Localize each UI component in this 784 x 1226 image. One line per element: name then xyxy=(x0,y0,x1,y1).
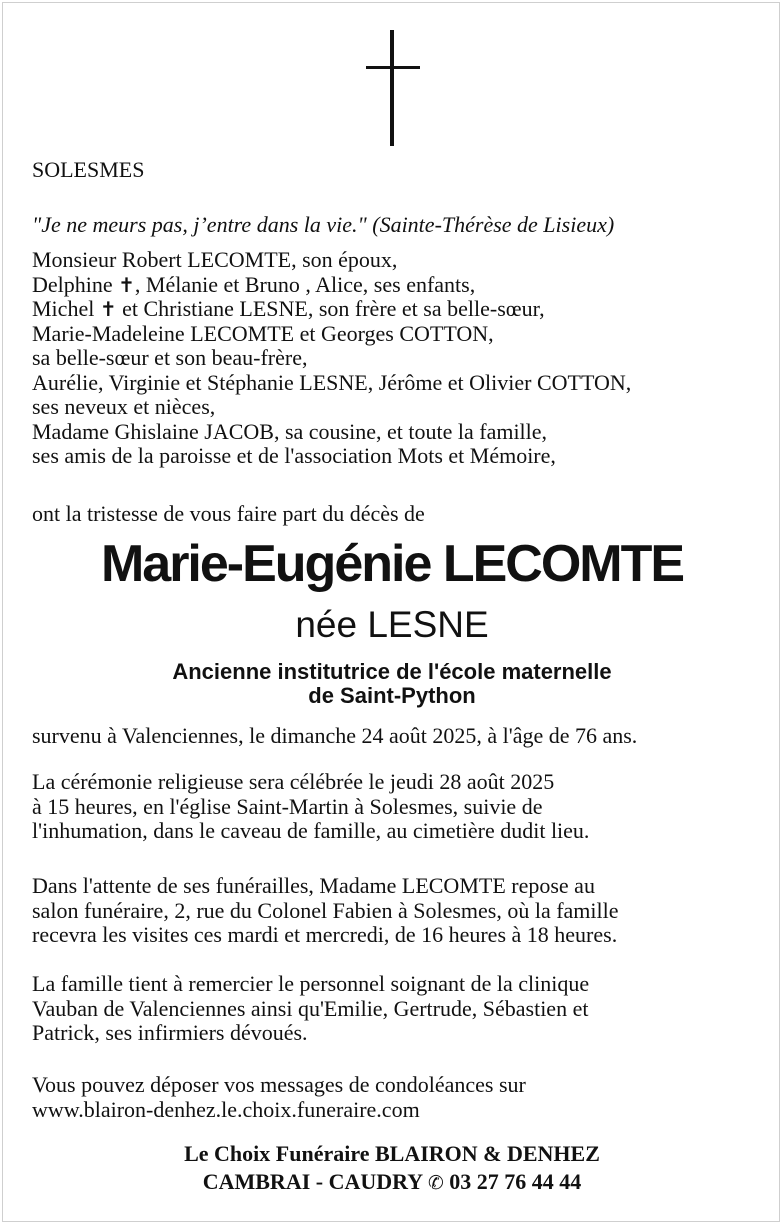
profession: Ancienne institutrice de l'école maternelle de Saint-Python xyxy=(172,659,612,708)
condolences-paragraph: Vous pouvez déposer vos messages de condoléances sur www.blairon-denhez.le.choix.funeraire.com xyxy=(32,1073,752,1122)
family-line: Monsieur Robert LECOMTE, son époux, xyxy=(32,247,398,272)
phone-number[interactable]: 03 27 76 44 44 xyxy=(443,1169,582,1194)
family-line: Madame Ghislaine JACOB, sa cousine, et toute la famille, xyxy=(32,418,548,444)
family-line: ses neveux et nièces, xyxy=(32,394,216,419)
funeral-home-paragraph: Dans l'attente de ses funérailles, Madame LECOMTE repose au salon funéraire, 2, rue du Colonel Fabien à Solesmes, où la famille recevra les visites ces mardi et mercredi, de 16 heures à 18 heures. xyxy=(32,873,619,947)
epigraph-quote: "Je ne meurs pas, j’entre dans la vie." (Sainte-Thérèse de Lisieux) xyxy=(32,212,615,237)
family-line: Aurélie, Virginie et Stéphanie LESNE, Jérôme et Olivier COTTON, xyxy=(32,369,632,395)
family-line: sa belle-sœur et son beau-frère, xyxy=(32,345,308,370)
maiden-name: née LESNE xyxy=(295,604,489,645)
family-line: Delphine ✝, Mélanie et Bruno , Alice, ses enfants, xyxy=(32,271,476,297)
family-line: ses amis de la paroisse et de l'association Mots et Mémoire, xyxy=(32,443,556,468)
family-list xyxy=(32,248,752,469)
funeral-director-name: Le Choix Funéraire BLAIRON & DENHEZ xyxy=(184,1141,600,1166)
ceremony-paragraph: La cérémonie religieuse sera célébrée le jeudi 28 août 2025 à 15 heures, en l'église Saint-Martin à Solesmes, suivie de l'inhumation, dans le caveau de famille, au cimetière dudit lieu. xyxy=(32,769,590,843)
dagger-icon: ✝ xyxy=(99,297,117,321)
thanks-paragraph: La famille tient à remercier le personnel soignant de la clinique Vauban de Valenciennes ainsi qu'Emilie, Gertrude, Sébastien et Patrick, ses infirmiers dévoués. xyxy=(32,971,590,1045)
cross-icon xyxy=(366,30,420,146)
dagger-icon: ✝ xyxy=(118,272,135,297)
town: SOLESMES xyxy=(32,157,145,182)
death-details: survenu à Valenciennes, le dimanche 24 août 2025, à l'âge de 76 ans. xyxy=(32,723,638,748)
family-line: Michel ✝ et Christiane LESNE, son frère et sa belle-sœur, xyxy=(32,296,545,321)
family-line: Marie-Madeleine LECOMTE et Georges COTTON, xyxy=(32,320,494,346)
phone-icon: ✆ xyxy=(427,1172,444,1194)
condolences-link[interactable]: www.blairon-denhez.le.choix.funeraire.com xyxy=(32,1096,420,1122)
announcement: ont la tristesse de vous faire part du décès de xyxy=(32,501,425,526)
deceased-name: Marie-Eugénie LECOMTE xyxy=(100,535,684,593)
funeral-director-footer xyxy=(0,1140,784,1197)
funeral-director-contact: CAMBRAI - CAUDRY ✆ 03 27 76 44 44 xyxy=(202,1169,582,1194)
